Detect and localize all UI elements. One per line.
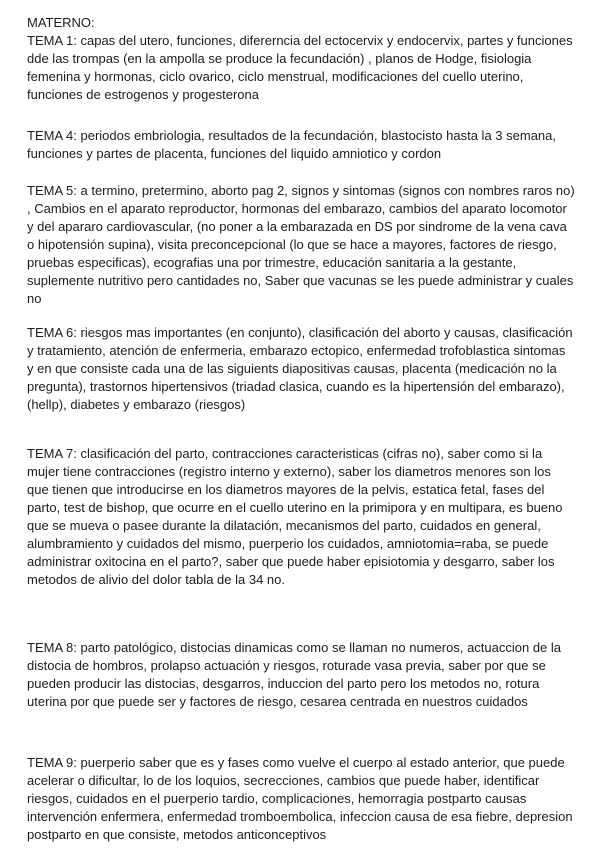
tema-1-label: TEMA 1: xyxy=(27,33,77,48)
tema-4-paragraph xyxy=(27,127,575,163)
tema-4-text: periodos embriologia, resultados de la fecundación, blastocisto hasta la 3 semana, funciones y partes de placenta, funciones del liquido amniotico y cordon xyxy=(27,128,556,161)
tema-5-label: TEMA 5: xyxy=(27,183,77,198)
tema-9-label: TEMA 9: xyxy=(27,755,77,770)
tema-8-text: parto patológico, distocias dinamicas como se llaman no numeros, actuaccion de la distocia de hombros, prolapso actuación y riesgos, roturade vasa previa, saber por que se pueden producir las distocias, desgarros, induccion del parto pero los metodos no, rotura uterina por que puede ser y factores de riesgo, cesarea centrada en nuestros cuidados xyxy=(27,640,562,709)
document-page xyxy=(27,14,575,842)
tema-7-text: clasificación del parto, contracciones caracteristicas (cifras no), saber como si la mujer tiene contracciones (registro interno y externo), saber los diametros menores son los que tienen que introducirse en los diametros mayores de la pelvis, estatica fetal, fases del parto, test de bishop, que ocurre en el cuello uterino en la primipora y en multipara, es bueno que se mueva o pasee durante la dilatación, mecanismos del parto, cuidados en general, alumbramiento y cuidados del mismo, puerperio los cuidados, amniotomia=raba, se puede administrar oxitocina en el parto?, saber que puede haber episiotomia y desgarro, saber los metodos de alivio del dolor tabla de la 34 no. xyxy=(27,446,563,587)
tema-1-paragraph xyxy=(27,32,575,104)
tema-5-paragraph xyxy=(27,182,575,308)
tema-8-paragraph xyxy=(27,639,575,711)
tema-4-label: TEMA 4: xyxy=(27,128,77,143)
tema-7-label: TEMA 7: xyxy=(27,446,77,461)
tema-6-text: riesgos mas importantes (en conjunto), clasificación del aborto y causas, clasificación y tratamiento, atención de enfermeria, embarazo ectopico, enfermedad trofoblastica sintomas y en que consiste cada una de las siguients diapositivas causas, placenta (medicación no la pregunta), trastornos hipertensivos (triadad clasica, cuando es la hipertensión del embarazo), (hellp), diabetes y embarazo (riesgos) xyxy=(27,325,573,412)
tema-5-text: a termino, pretermino, aborto pag 2, signos y sintomas (signos con nombres raros no) , Cambios en el aparato reproductor, hormonas del embarazo, cambios del aparato locomotor y del apararo cardiovascular, (no poner a la embarazada en DS por sindrome de la vena cava o hipotensión supina), visita preconcepcional (lo que se hace a mayores, factores de riesgo, pruebas especificas), ecografias una por trimestre, educación sanitaria a la gestante, suplemente nutritivo pero cantidades no, Saber que vacunas se les puede administrar y cuales no xyxy=(27,183,575,306)
tema-7-paragraph xyxy=(27,445,575,589)
tema-6-label: TEMA 6: xyxy=(27,325,77,340)
tema-8-label: TEMA 8: xyxy=(27,640,77,655)
tema-9-text: puerperio saber que es y fases como vuelve el cuerpo al estado anterior, que puede acelerar o dificultar, lo de los loquios, secrecciones, cambios que puede haber, identificar riesgos, cuidados en el puerperio tardio, complicaciones, hemorragia postparto causas intervención enfermera, enfermedad tromboembolica, infeccion causa de esa fiebre, depresion postparto en que consiste, metodos anticonceptivos xyxy=(27,755,573,842)
tema-6-paragraph xyxy=(27,324,575,414)
document-heading: MATERNO: xyxy=(27,15,95,30)
tema-1-text: capas del utero, funciones, difererncia del ectocervix y endocervix, partes y funciones dde las trompas (en la ampolla se produce la fecundación) , planos de Hodge, fisiologia femenina y hormonas, ciclo ovarico, ciclo menstrual, modificaciones del cuello uterino, funciones de estrogenos y progesterona xyxy=(27,33,573,102)
tema-9-paragraph xyxy=(27,754,575,844)
